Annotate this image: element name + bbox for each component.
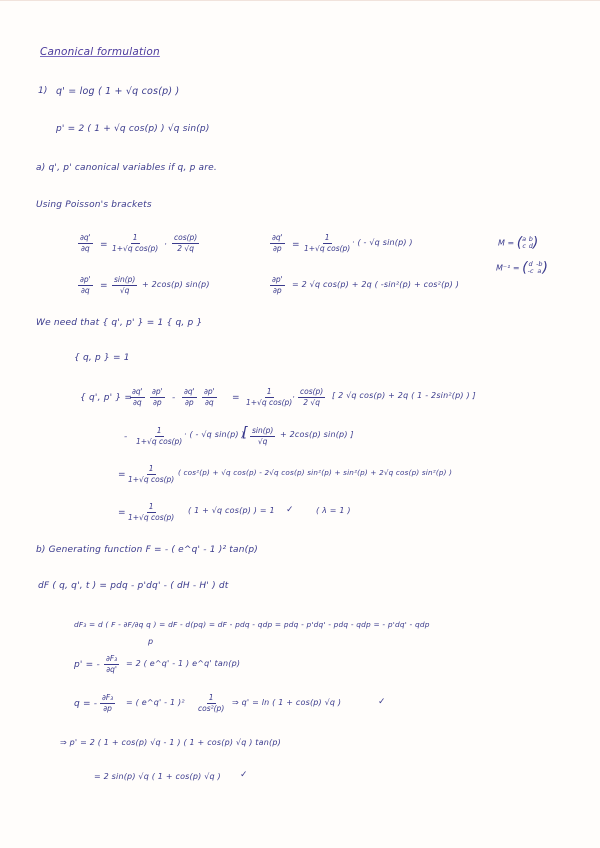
dot: · xyxy=(292,393,296,403)
equals-sign: = xyxy=(292,240,300,250)
fraction: $\frac{\partial p'}{\partial p}$ xyxy=(152,387,163,408)
equals-sign: = xyxy=(118,470,126,480)
q-tail: ⇒ q' = ln ( 1 + cos(p) √q ) xyxy=(232,698,342,707)
bracket-line4-tail: ( 1 + √q cos(p) ) = 1 xyxy=(188,506,275,515)
part1-label: 1) xyxy=(38,86,48,96)
fraction: $\frac{1}{\text{1+√q cos(p)}}$ xyxy=(128,502,175,523)
fraction: $\frac{1}{\text{1+√q cos(p)}}$ xyxy=(246,387,293,408)
fraction: $\frac{\text{∂F₃}}{\partial p}$ xyxy=(102,693,114,714)
equals-sign: = xyxy=(118,508,126,518)
qp-bracket-line: { q, p } = 1 xyxy=(74,353,130,363)
q-mid: = ( e^q' - 1 )² xyxy=(126,698,185,707)
dq-prime-dp-label: $\frac{\partial q'}{\partial p}$ xyxy=(272,233,283,254)
bracket-lhs: { q', p' } = xyxy=(80,393,133,403)
fraction: $\frac{\partial q'}{\partial q}$ xyxy=(132,387,143,408)
need-line: We need that { q', p' } = 1 { q, p } xyxy=(36,318,203,328)
bracket-line3-tail: ( cos²(p) + √q cos(p) - 2√q cos(p) sin²(p) + sin²(p) + 2√q cos(p) sin²(p) ) xyxy=(178,468,453,477)
bracket-line2-tail: + 2cos(p) sin(p) ] xyxy=(280,430,354,439)
df3-line: dF₃ = d ( F - ∂F/∂q q ) = dF - d(pq) = dF - pdq - qdp = pdq - p'dq' - pdq - qdp = - p'dq' - qdp xyxy=(74,620,430,629)
fraction: $\frac{1}{\text{cos²(p)}}$ xyxy=(198,693,225,714)
check-mark-icon: ✓ xyxy=(240,770,248,780)
row1-right-tail: · ( - √q sin(p) ) xyxy=(352,238,413,247)
p-prime-definition: p' = 2 ( 1 + √q cos(p) ) √q sin(p) xyxy=(56,124,210,134)
minus-sign: - xyxy=(172,393,176,403)
poisson-intro: Using Poisson's brackets xyxy=(36,200,152,210)
page-title: Canonical formulation xyxy=(40,46,160,58)
fraction: $\frac{\sin(p)}{√q}$ xyxy=(252,426,274,447)
dot: · xyxy=(164,240,168,250)
dp-prime-dp-label: $\frac{\partial p'}{\partial p}$ xyxy=(272,275,283,296)
open-bracket: [ xyxy=(242,425,248,441)
row2-right-tail: = 2 √q cos(p) + 2q ( -sin²(p) + cos²(p) ) xyxy=(292,280,460,289)
df3-note: p xyxy=(148,637,154,646)
part-b-heading: b) Generating function F = - ( e^q' - 1 )² tan(p) xyxy=(36,545,258,555)
check-mark-icon: ✓ xyxy=(286,505,294,515)
matrix-m: M = (a c b d) xyxy=(498,235,539,251)
fraction: $\frac{1}{\text{1+√q cos(p)}}$ xyxy=(128,464,175,485)
dp-prime-dq-label: $\frac{\partial p'}{\partial q}$ xyxy=(80,275,91,296)
fraction: $\frac{\partial q'}{\partial p}$ xyxy=(184,387,195,408)
fraction: $\frac{1}{\text{1+√q cos(p)}}$ xyxy=(112,233,159,254)
lambda-note: ( λ = 1 ) xyxy=(316,506,351,515)
fraction: $\frac{1}{\text{1+√q cos(p)}}$ xyxy=(136,426,183,447)
arrow-line: ⇒ p' = 2 ( 1 + cos(p) √q - 1 ) ( 1 + cos(p) √q ) tan(p) xyxy=(60,738,281,747)
fraction: $\frac{\sin(p)}{√q}$ xyxy=(114,275,136,296)
fraction: $\frac{1}{\text{1+√q cos(p)}}$ xyxy=(304,233,351,254)
fraction: $\frac{\cos(p)}{2 √q}$ xyxy=(300,387,324,408)
bracket-line2-mid: · ( - √q sin(p) ) xyxy=(184,430,245,439)
fraction: $\frac{\text{∂F₃}}{\partial q'}$ xyxy=(106,654,118,675)
p-prime-tail: = 2 ( e^q' - 1 ) e^q' tan(p) xyxy=(126,659,241,668)
minus-sign: - xyxy=(124,432,128,442)
equals-sign: = xyxy=(100,281,108,291)
matrix-m-inverse: M⁻¹ = (d -c -b a) xyxy=(496,260,549,276)
q-lhs: q = - xyxy=(74,699,98,709)
bracket-line1-tail: [ 2 √q cos(p) + 2q ( 1 - 2sin²(p) ) ] xyxy=(332,391,476,400)
fraction: $\frac{\partial p'}{\partial q}$ xyxy=(204,387,215,408)
dq-prime-dq-label: $\frac{\partial q'}{\partial q}$ xyxy=(80,233,91,254)
row2-left-tail: + 2cos(p) sin(p) xyxy=(142,280,210,289)
equals-sign: = xyxy=(232,393,240,403)
equals-sign: = xyxy=(100,240,108,250)
df-line: dF ( q, q', t ) = pdq - p'dq' - ( dH - H' ) dt xyxy=(38,581,229,591)
check-mark-icon: ✓ xyxy=(378,697,386,707)
part-a-heading: a) q', p' canonical variables if q, p are. xyxy=(36,163,217,173)
p-prime-lhs: p' = - xyxy=(74,660,100,670)
q-prime-definition: q' = log ( 1 + √q cos(p) ) xyxy=(56,86,180,97)
final-line: = 2 sin(p) √q ( 1 + cos(p) √q ) xyxy=(94,772,221,781)
fraction: $\frac{\cos(p)}{2 √q}$ xyxy=(174,233,198,254)
